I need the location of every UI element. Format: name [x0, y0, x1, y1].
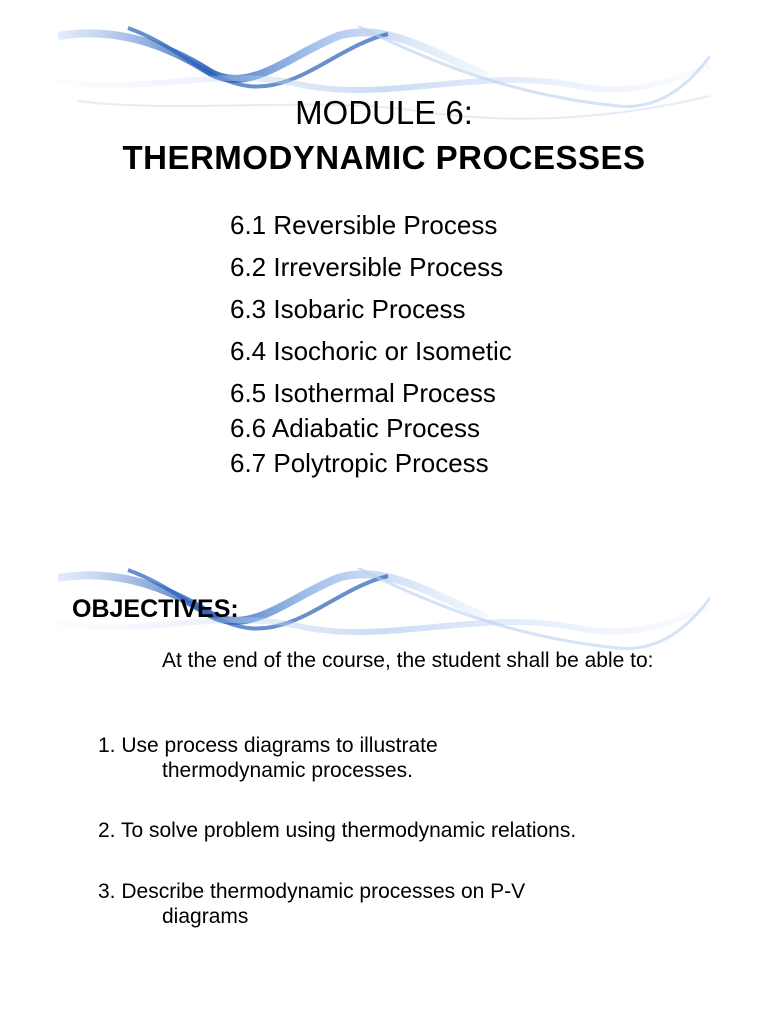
topic-item: 6.1 Reversible Process: [230, 210, 498, 240]
objective-continuation: thermodynamic processes.: [162, 759, 413, 782]
topic-item: 6.3 Isobaric Process: [230, 294, 466, 324]
topic-item: 6.7 Polytropic Process: [230, 448, 489, 478]
objective-line: 1. Use process diagrams to illustrate: [98, 734, 438, 757]
topic-item: 6.6 Adiabatic Process: [230, 413, 481, 443]
objective-item: [98, 818, 698, 843]
objectives-intro: At the end of the course, the student shall be able to:: [162, 649, 654, 672]
topic-item: 6.2 Irreversible Process: [230, 252, 504, 282]
objective-line: 2. To solve problem using thermodynamic relations.: [98, 819, 577, 842]
objective-continuation: diagrams: [162, 905, 249, 928]
module-title: MODULE 6:: [295, 94, 473, 131]
objective-item: [98, 879, 698, 929]
objectives-heading: OBJECTIVES:: [72, 595, 239, 623]
objective-line: 3. Describe thermodynamic processes on P-V: [98, 880, 526, 903]
topic-item: 6.5 Isothermal Process: [230, 378, 496, 408]
slide-objectives: [58, 568, 710, 1024]
topic-item: 6.4 Isochoric or Isometic: [230, 336, 512, 366]
module-subtitle: THERMODYNAMIC PROCESSES: [122, 139, 646, 176]
slide-module-title: [58, 26, 710, 524]
objective-item: [98, 733, 698, 783]
